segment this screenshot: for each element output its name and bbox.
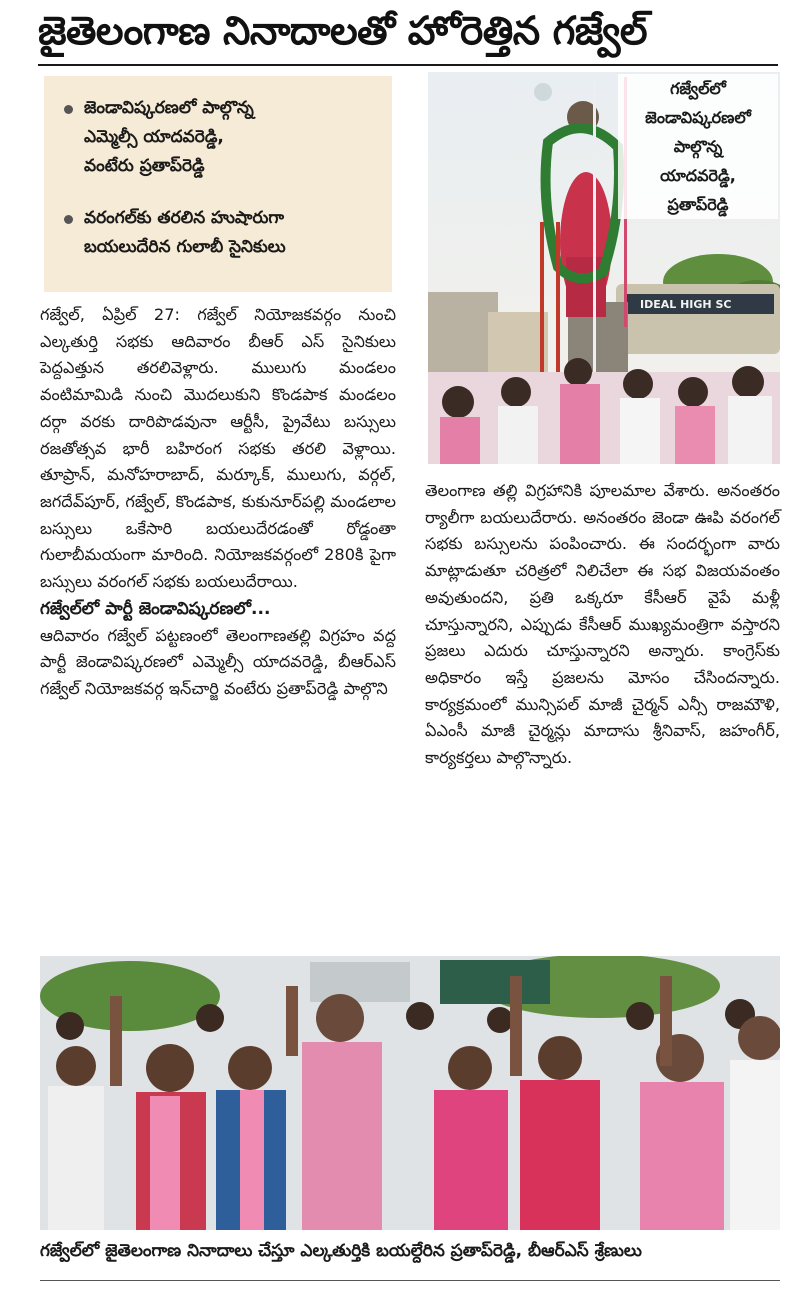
photo-rally xyxy=(40,956,780,1230)
bottom-rule xyxy=(40,1280,780,1281)
article-column-2 xyxy=(425,478,780,772)
article-paragraph: ఆదివారం గజ్వేల్ పట్టణంలో తెలంగాణతల్లి విగ్రహం వద్ద పార్టీ జెండావిష్కరణలో ఎమ్మెల్సీ యాదవరెడ్డి, బీఆర్ఎస్ గజ్వేల్ నియోజకవర్గ ఇన్‌చార్జి వంటేరు ప్రతాప్‌రెడ్డి పాల్గొని xyxy=(40,625,396,699)
article-subhead: గజ్వేల్‌లో పార్టీ జెండావిష్కరణలో... xyxy=(40,598,271,619)
article-column-1 xyxy=(40,302,396,703)
headline-rule xyxy=(38,64,778,66)
bus-banner-text: IDEAL HIGH SC xyxy=(640,298,732,311)
article-paragraph: తెలంగాణ తల్లి విగ్రహానికి పూలమాల వేశారు. అనంతరం ర్యాలీగా బయలుదేరారు. అనంతరం జెండా ఊపి వరంగల్ సభకు బస్సులను పంపించారు. ఈ సందర్భంగా వారు మాట్లాడుతూ చరిత్రలో నిలిచేలా ఈ సభ విజయవంతం అవుతుందని, ప్రతి ఒక్కరూ కేసీఆర్ వైపే మళ్లీ చూస్తున్నారని, ఎప్పుడు కేసీఆర్ ముఖ్యమంత్రిగా వస్తారని ప్రజలు ఎదురు చూస్తున్నారని అన్నారు. కాంగ్రెస్‌కు అధికారం ఇస్తే ప్రజలను మోసం చేసిందన్నారు. కార్యక్రమంలో మున్సిపల్ మాజీ చైర్మన్ ఎన్సీ రాజమౌళి, ఏఎంసీ మాజీ చైర్మన్లు మాదాసు శ్రీనివాస్, జహంగీర్, కార్యకర్తలు పాల్గొన్నారు. xyxy=(425,481,780,768)
bullet-icon xyxy=(64,215,73,224)
headline: జైతెలంగాణ నినాదాలతో హోరెత్తిన గజ్వేల్ xyxy=(38,9,647,54)
photo-caption-bottom: గజ్వేల్‌లో జైతెలంగాణ నినాదాలు చేస్తూ ఎల్కతుర్తికి బయల్దేరిన ప్రతాప్‌రెడ్డి, బీఆర్ఎస్ శ్రేణులు xyxy=(40,1241,642,1261)
highlights-box xyxy=(44,76,392,292)
highlight-item xyxy=(64,204,382,262)
photo-caption-top: గజ్వేల్‌లో జెండావిష్కరణలో పాల్గొన్న యాదవరెడ్డి, ప్రతాప్‌రెడ్డి xyxy=(618,74,778,219)
highlight-text: వరంగల్‌కు తరలిన హుషారుగా బయలుదేరిన గులాబీ సైనికులు xyxy=(84,208,286,257)
bullet-icon xyxy=(64,105,73,114)
highlight-item xyxy=(64,94,382,181)
highlight-text: జెండావిష్కరణలో పాల్గొన్న ఎమ్మెల్సీ యాదవరెడ్డి, వంటేరు ప్రతాప్‌రెడ్డి xyxy=(84,98,254,176)
article-paragraph: గజ్వేల్, ఏప్రిల్ 27: గజ్వేల్ నియోజకవర్గం నుంచి ఎల్కతుర్తి సభకు ఆదివారం బీఆర్ ఎస్ సైనికులు పెద్దఎత్తున తరలివెళ్లారు. ములుగు మండలం వంటిమామిడి నుంచి మొదలుకుని కొండపాక మండలం దర్గా వరకు దారిపొడవునా ఆర్టీసీ, ప్రైవేటు బస్సులు రజతోత్సవ భారీ బహిరంగ సభకు తరలి వెళ్లాయి. తూప్రాన్, మనోహరాబాద్, మర్కూక్, ములుగు, వర్గల్, జగదేవ్‌పూర్, గజ్వేల్, కొండపాక, కుకునూర్‌పల్లి మండలాల బస్సులు ఒకేసారి బయలుదేరడంతో రోడ్డంతా గులాబీమయంగా మారింది. నియోజకవర్గంలో 280కి పైగా బస్సులు వరంగల్ సభకు బయలుదేరాయి. xyxy=(40,305,396,592)
